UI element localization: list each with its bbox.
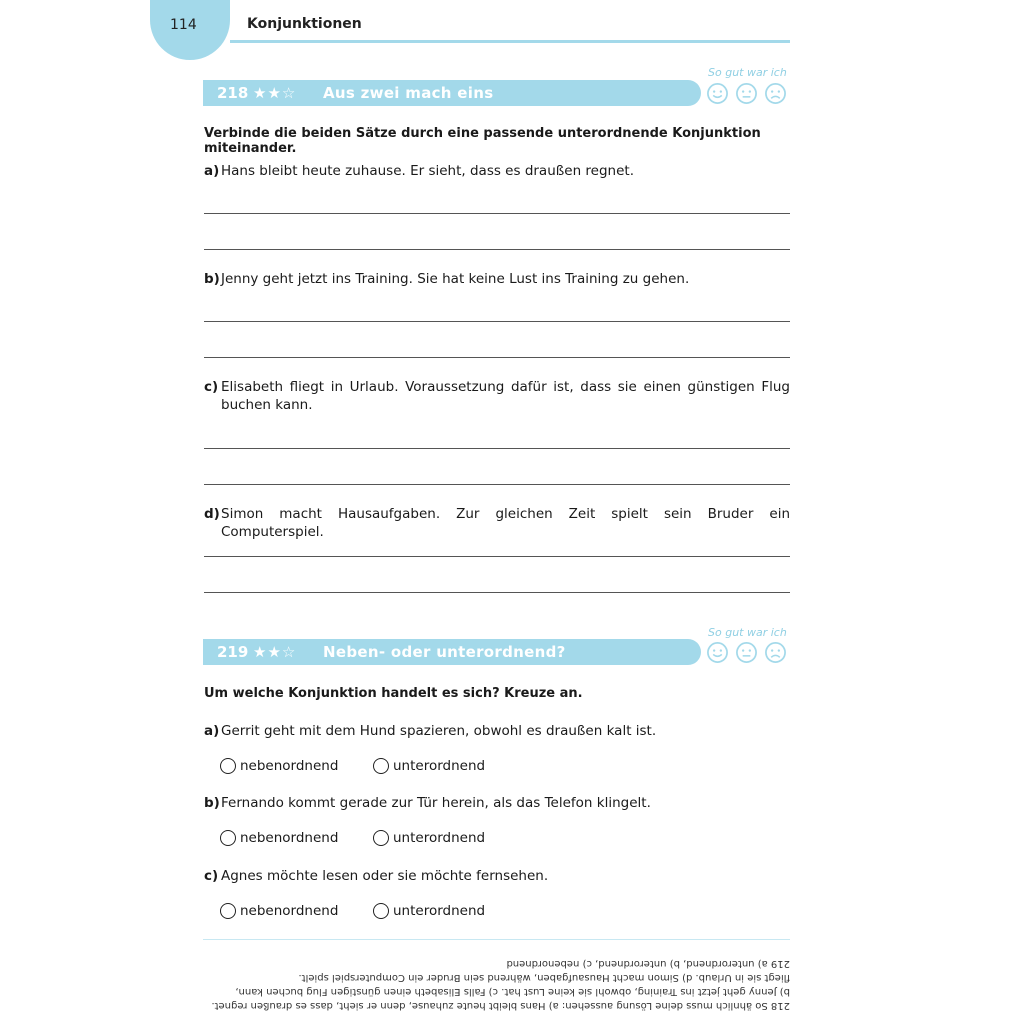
radio-circle-icon[interactable] — [220, 758, 236, 774]
section-header-218 — [203, 80, 701, 106]
solutions-upside-down — [204, 942, 790, 1012]
option-unterordnend-a[interactable] — [373, 758, 485, 774]
rating-label-218: So gut war ich — [708, 66, 787, 79]
answer-line[interactable] — [204, 321, 790, 322]
task-label: d) — [204, 506, 220, 522]
answer-line[interactable] — [204, 249, 790, 250]
task-218-c — [204, 378, 790, 414]
happy-face-icon[interactable] — [706, 82, 729, 105]
rating-smileys-218 — [706, 82, 792, 106]
chapter-title: Konjunktionen — [247, 16, 362, 32]
task-218-a — [204, 162, 790, 180]
instruction-219: Um welche Konjunktion handelt es sich? Kreuze an. — [204, 686, 583, 701]
sad-face-icon[interactable] — [764, 82, 787, 105]
task-text: Hans bleibt heute zuhause. Er sieht, dass es draußen regnet. — [221, 163, 634, 179]
task-219-c — [204, 867, 790, 885]
exercise-title: Aus zwei mach eins — [323, 84, 494, 102]
task-label: b) — [204, 795, 220, 811]
task-text: Gerrit geht mit dem Hund spazieren, obwohl es draußen kalt ist. — [221, 723, 657, 739]
page-number: 114 — [170, 17, 197, 33]
radio-circle-icon[interactable] — [373, 830, 389, 846]
option-label: nebenordnend — [240, 758, 339, 774]
answer-line[interactable] — [204, 484, 790, 485]
difficulty-stars-icon: ★★☆ — [253, 643, 297, 661]
option-nebenordnend-a[interactable] — [220, 758, 338, 774]
task-label: b) — [204, 271, 220, 287]
solution-line: fliegt sie in Urlaub. d) Simon macht Hausaufgaben, während sein Bruder ein Computerspiel spielt. — [298, 972, 790, 983]
option-unterordnend-b[interactable] — [373, 830, 485, 846]
answer-line[interactable] — [204, 357, 790, 358]
answer-line[interactable] — [204, 592, 790, 593]
option-label: unterordnend — [393, 758, 486, 774]
radio-circle-icon[interactable] — [373, 758, 389, 774]
answer-line[interactable] — [204, 556, 790, 557]
task-219-b — [204, 794, 790, 812]
task-218-d — [204, 505, 790, 541]
answer-line[interactable] — [204, 448, 790, 449]
option-unterordnend-c[interactable] — [373, 903, 485, 919]
option-label: unterordnend — [393, 903, 486, 919]
radio-circle-icon[interactable] — [373, 903, 389, 919]
solution-line: 219 a) unterordnend, b) unterordnend, c) nebenordnend — [506, 958, 790, 969]
neutral-face-icon[interactable] — [735, 641, 758, 664]
exercise-title: Neben- oder unterordnend? — [323, 643, 566, 661]
exercise-number: 219 — [217, 643, 249, 661]
task-label: a) — [204, 163, 220, 179]
sad-face-icon[interactable] — [764, 641, 787, 664]
task-218-b — [204, 270, 790, 288]
task-text: Agnes möchte lesen oder sie möchte fernsehen. — [221, 868, 549, 884]
option-label: nebenordnend — [240, 830, 339, 846]
footer-divider — [203, 939, 790, 940]
option-nebenordnend-c[interactable] — [220, 903, 338, 919]
task-text: Simon macht Hausaufgaben. Zur gleichen Zeit spielt sein Bruder ein Computerspiel. — [221, 506, 790, 540]
task-label: c) — [204, 379, 219, 395]
exercise-number: 218 — [217, 84, 249, 102]
task-label: c) — [204, 868, 219, 884]
section-header-219 — [203, 639, 701, 665]
task-text: Fernando kommt gerade zur Tür herein, als das Telefon klingelt. — [221, 795, 651, 811]
radio-circle-icon[interactable] — [220, 903, 236, 919]
solution-line: b) Jenny geht jetzt ins Training, obwohl sie keine Lust hat. c) Falls Elisabeth einen günstigen Flug buchen kann, — [235, 986, 790, 997]
rating-label-219: So gut war ich — [708, 626, 787, 639]
difficulty-stars-icon: ★★☆ — [253, 84, 297, 102]
task-text: Jenny geht jetzt ins Training. Sie hat keine Lust ins Training zu gehen. — [221, 271, 690, 287]
header-divider — [230, 40, 790, 43]
task-219-a — [204, 722, 790, 740]
task-label: a) — [204, 723, 220, 739]
option-label: unterordnend — [393, 830, 486, 846]
option-nebenordnend-b[interactable] — [220, 830, 338, 846]
task-text: Elisabeth fliegt in Urlaub. Voraussetzung dafür ist, dass sie einen günstigen Flug buchen kann. — [221, 379, 790, 413]
option-label: nebenordnend — [240, 903, 339, 919]
rating-smileys-219 — [706, 641, 792, 665]
solution-line: 218 So ähnlich muss deine Lösung aussehen: a) Hans bleibt heute zuhause, denn er sieht, dass es draußen regnet. — [211, 1000, 790, 1011]
answer-line[interactable] — [204, 213, 790, 214]
neutral-face-icon[interactable] — [735, 82, 758, 105]
radio-circle-icon[interactable] — [220, 830, 236, 846]
happy-face-icon[interactable] — [706, 641, 729, 664]
instruction-218: Verbinde die beiden Sätze durch eine passende unterordnende Konjunktion miteinander. — [204, 126, 761, 156]
